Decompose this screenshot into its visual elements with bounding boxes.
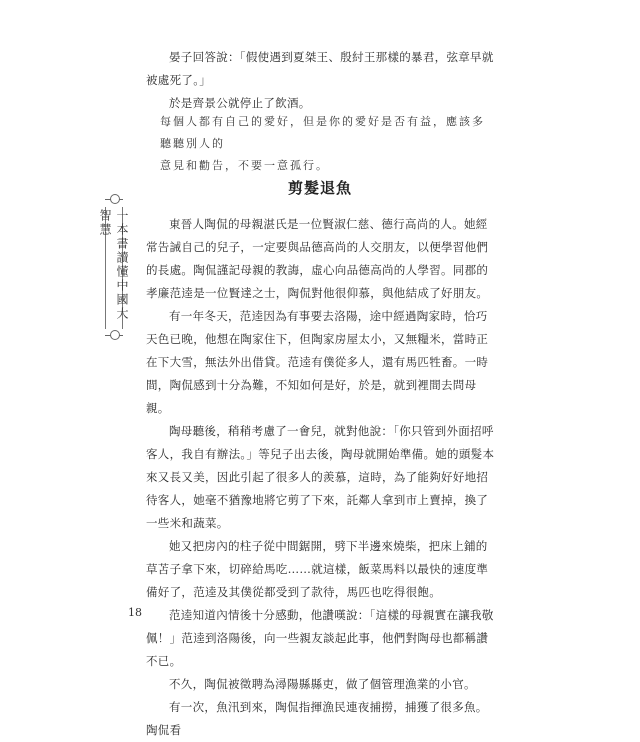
conclusion-line: 於是齊景公就停止了飲酒。: [169, 96, 311, 110]
maxim-block: [160, 111, 495, 177]
story-paragraph: 她又把房內的柱子從中間鋸開，劈下半邊來燒柴，把床上鋪的草苫子拿下來，切碎給馬吃……就這樣，飯菜馬料以最快的速度準備好了，范逵及其僕從都受到了款待，馬匹也吃得很飽。: [146, 539, 489, 599]
top-text-block: [146, 46, 496, 115]
text-line: 晏子回答說：「假使遇到夏桀王、殷紂王那樣的暴君，弦章早就被處: [146, 50, 494, 87]
ornament-icon: [103, 329, 125, 343]
dialogue-paragraph: [146, 46, 496, 92]
story-paragraph: 有一次，魚汛到來，陶侃指揮漁民連夜捕撈，捕獲了很多魚。陶侃看: [146, 700, 488, 737]
story-body: [146, 213, 496, 742]
page-number: 18: [128, 606, 142, 619]
story-title: 剪髮退魚: [287, 179, 352, 197]
text-line: 死了。」: [169, 73, 212, 87]
maxim-line: 每個人都有自己的愛好，但是你的愛好是否有益，應該多聽聽別人的: [160, 115, 485, 150]
story-paragraph: 不久，陶侃被徵聘為潯陽縣縣吏，做了個管理漁業的小官。: [169, 677, 476, 691]
maxim-line: 意見和勸告，不要一意孤行。: [160, 159, 329, 172]
sidebar-frame: [98, 207, 129, 329]
ornament-icon: [103, 193, 125, 207]
story-paragraph: 有一年冬天，范逵因為有事要去洛陽，途中經過陶家時，恰巧天色已晚，他想在陶家住下，但陶家房屋太小，又無糧米，當時正在下大雪，無法外出借貸。范逵有僕從多人，還有馬匹牲畜。一時間，陶侃感到十分為難，不知如何是好，於是，就到裡間去問母親。: [146, 309, 489, 415]
story-paragraph: 范逵知道內情後十分感動，他讚嘆說：「這樣的母親實在讓我敬佩！」范逵到洛陽後，向一些親友談起此事，他們對陶母也都稱讚不已。: [146, 608, 494, 668]
story-paragraph: 陶母聽後，稍稍考慮了一會兒，就對他說：「你只管到外面招呼客人，我自有辦法。」等兒子出去後，陶母就開始準備。她的頭髮本來又長又美，因此引起了很多人的羨慕，這時，為了能夠好好地招待客人，她毫不猶豫地將它剪了下來，託鄰人拿到市上賣掉，換了一些米和蔬菜。: [146, 424, 495, 530]
story-paragraph: 東晉人陶侃的母親湛氏是一位賢淑仁慈、德行高尚的人。她經常告誡自己的兒子，一定要與品德高尚的人交朋友，以便學習他們的長處。陶侃謹記母親的教誨，虛心向品德高尚的人學習。同郡的孝廉范逵是一位賢達之士，陶侃對他很仰慕，與他結成了好朋友。: [146, 217, 489, 300]
book-title-text: 一本書讀懂中國大智慧: [98, 209, 129, 321]
book-title-sidebar: [98, 193, 129, 343]
